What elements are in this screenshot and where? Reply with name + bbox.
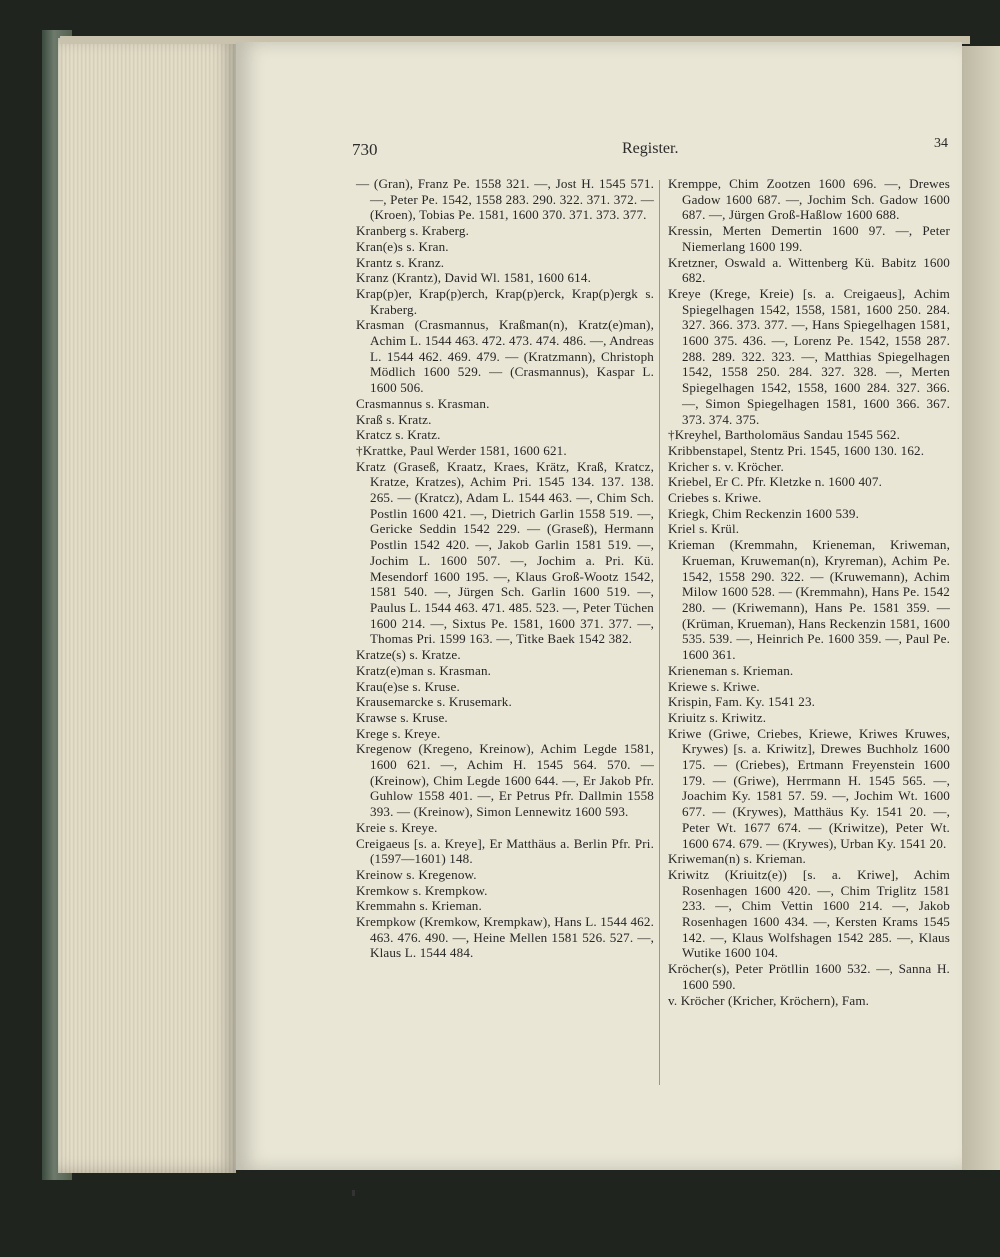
index-entry: Kricher s. v. Kröcher. [668, 458, 784, 474]
index-entry: Krau(e)se s. Kruse. [356, 678, 460, 694]
adjacent-page [962, 46, 1000, 1170]
page-number: 730 [352, 140, 378, 159]
index-entry: Krieneman s. Krieman. [668, 662, 794, 678]
right-column [668, 176, 950, 1008]
index-entry: Krasman (Crasmannus, Kraßman(n), Kratz(e)man), Achim L. 1544 463. 472. 473. 474. 486. —, Andreas L. 1544 462. 469. 479. — (Kratzmann), Christoph Mödlich 1600 529. — (Crasmannus), Kaspar L. 1600 506. [356, 317, 654, 396]
index-entry: Kranz (Krantz), David Wl. 1581, 1600 614. [356, 270, 591, 286]
index-entry: Kriwe (Griwe, Criebes, Kriewe, Kriwes Kruwes, Krywes) [s. a. Kriwitz], Drewes Buchholz 1600 175. — (Criebes), Ertmann Freyenstein 1600 179. — (Griwe), Herrmann H. 1545 565. —, Joachim Ky. 1581 57. 59. —, Jochim Wt. 1600 677. — (Krywes), Matthäus Ky. 1541 20. —, Peter Wt. 1677 674. — (Kriwitze), Peter Wt. 1600 674. 679. — (Krywes), Urban Ky. 1541 20. [668, 725, 950, 851]
index-entry: Krispin, Fam. Ky. 1541 23. [668, 694, 816, 710]
index-entry: Kraß s. Kratz. [356, 411, 432, 427]
index-entry: Kriweman(n) s. Krieman. [668, 851, 806, 867]
page-block-edge [58, 38, 236, 1173]
index-entry: Kriel s. Krül. [668, 521, 740, 537]
index-entry: Creigaeus [s. a. Kreye], Er Matthäus a. Berlin Pfr. Pri. (1597—1601) 148. [356, 835, 654, 867]
index-entry: Krausemarcke s. Krusemark. [356, 694, 512, 710]
index-entry: Krempkow (Kremkow, Krempkaw), Hans L. 1544 462. 463. 476. 490. —, Heine Mellen 1581 526. 527. —, Klaus L. 1544 484. [356, 914, 654, 961]
index-entry: — (Gran), Franz Pe. 1558 321. —, Jost H. 1545 571. —, Peter Pe. 1542, 1558 283. 290. 322. 371. 372. — (Kroen), Tobias Pe. 1581, 1600 370. 371. 373. 377. [356, 176, 654, 223]
index-entry: v. Kröcher (Kricher, Kröchern), Fam. [668, 992, 870, 1008]
index-entry: Kratz(e)man s. Krasman. [356, 662, 492, 678]
column-divider [659, 180, 660, 1085]
index-entry: Kratcz s. Kratz. [356, 427, 441, 443]
index-entry: Kremppe, Chim Zootzen 1600 696. —, Drewes Gadow 1600 687. —, Jochim Sch. Gadow 1600 687. —, Jürgen Groß-Haßlow 1600 688. [668, 176, 950, 223]
left-column [356, 176, 654, 961]
index-entry: Criebes s. Kriwe. [668, 490, 762, 506]
index-entry: Krieman (Kremmahn, Krieneman, Kriweman, Krueman, Kruweman(n), Kryreman), Achim Pe. 1542, 1558 290. 322. — (Kruwemann), Achim Milow 1600 528. — (Kremmahn), Hans Pe. 1542 280. — (Kriwemann), Hans Pe. 1581 359. — (Krüman, Krueman), Hans Reckenzin 1581, 1600 535. 539. —, Heinrich Pe. 1600 359. —, Paul Pe. 1600 361. [668, 537, 950, 663]
index-entry: Kratz (Graseß, Kraatz, Kraes, Krätz, Kraß, Kratcz, Kratze, Kratzes), Achim Pri. 1545 134. 137. 138. 265. — (Kratcz), Adam L. 1544 463. —, Chim Sch. Postlin 1600 421. —, Dietrich Garlin 1558 519. —, Gericke Seddin 1542 229. — (Graseß), Hermann Postlin 1542 420. —, Jakob Garlin 1581 519. —, Jochim L. 1600 507. —, Jochim a. Pri. Kü. Mesendorf 1600 195. —, Klaus Groß-Wootz 1542, 1581 540. —, Jürgen Sch. Garlin 1600 519. —, Paulus L. 1544 463. 471. 485. 523. —, Peter Tüchen 1600 214. —, Sixtus Pe. 1581, 1600 371. 377. —, Thomas Pri. 1599 163. —, Titke Baek 1542 382. [356, 458, 654, 647]
index-entry: Kröcher(s), Peter Prötllin 1600 532. —, Sanna H. 1600 590. [668, 961, 950, 992]
index-entry: Krege s. Kreye. [356, 725, 441, 741]
index-entry: Krawse s. Kruse. [356, 709, 448, 725]
index-entry: Crasmannus s. Krasman. [356, 395, 490, 411]
index-entry: Kretzner, Oswald a. Wittenberg Kü. Babitz 1600 682. [668, 254, 950, 286]
ink-speck [352, 1190, 355, 1196]
index-entry: Kranberg s. Kraberg. [356, 223, 470, 239]
index-entry: Kreye (Krege, Kreie) [s. a. Creigaeus], Achim Spiegelhagen 1542, 1558, 1581, 1600 250. 284. 327. 366. 373. 377. —, Hans Spiegelhagen 1581, 1600 375. 436. —, Lorenz Pe. 1542, 1558 287. 288. 289. 322. 323. —, Matthias Spiegelhagen 1542, 1558 250. 284. 327. 328. —, Merten Spiegelhagen 1542, 1558, 1600 284. 327. 366. —, Simon Spiegelhagen 1581, 1600 366. 367. 373. 374. 375. [668, 285, 950, 427]
index-entry: Kriegk, Chim Reckenzin 1600 539. [668, 505, 859, 521]
index-entry: Kregenow (Kregeno, Kreinow), Achim Legde 1581, 1600 621. —, Achim H. 1545 564. 570. — (Kreinow), Chim Legde 1600 644. —, Er Jakob Pfr. Guhlow 1558 401. —, Er Petrus Pfr. Dallmin 1558 393. — (Kreinow), Simon Lennewitz 1600 593. [356, 741, 654, 820]
index-entry: Kran(e)s s. Kran. [356, 238, 449, 254]
index-entry: Kriewe s. Kriwe. [668, 678, 760, 694]
index-entry: Kreinow s. Kregenow. [356, 866, 477, 882]
index-entry: Kremmahn s. Krieman. [356, 898, 482, 914]
index-entry: †Krattke, Paul Werder 1581, 1600 621. [356, 442, 567, 458]
index-entry: Kremkow s. Krempkow. [356, 882, 488, 898]
index-entry: †Kreyhel, Bartholomäus Sandau 1545 562. [668, 427, 901, 443]
index-entry: Krantz s. Kranz. [356, 254, 445, 270]
running-title: Register. [622, 140, 679, 157]
index-entry: Kriuitz s. Kriwitz. [668, 709, 767, 725]
index-entry: Kratze(s) s. Kratze. [356, 647, 461, 663]
index-entry: Kriwitz (Kriuitz(e)) [s. a. Kriwe], Achim Rosenhagen 1600 420. —, Chim Triglitz 1581 233. —, Chim Vettin 1600 214. —, Jakob Rosenhagen 1600 434. —, Kersten Krams 1545 142. —, Klaus Wolfshagen 1542 285. —, Klaus Wutike 1600 104. [668, 866, 950, 961]
signature-number: 34 [934, 136, 948, 151]
index-entry: Krap(p)er, Krap(p)erch, Krap(p)erck, Krap(p)ergk s. Kraberg. [356, 285, 654, 317]
index-entry: Kribbenstapel, Stentz Pri. 1545, 1600 130. 162. [668, 442, 925, 458]
index-entry: Kressin, Merten Demertin 1600 97. —, Peter Niemerlang 1600 199. [668, 223, 950, 254]
page-header [352, 136, 952, 164]
index-entry: Kriebel, Er C. Pfr. Kletzke n. 1600 407. [668, 474, 883, 490]
index-entry: Kreie s. Kreye. [356, 819, 438, 835]
